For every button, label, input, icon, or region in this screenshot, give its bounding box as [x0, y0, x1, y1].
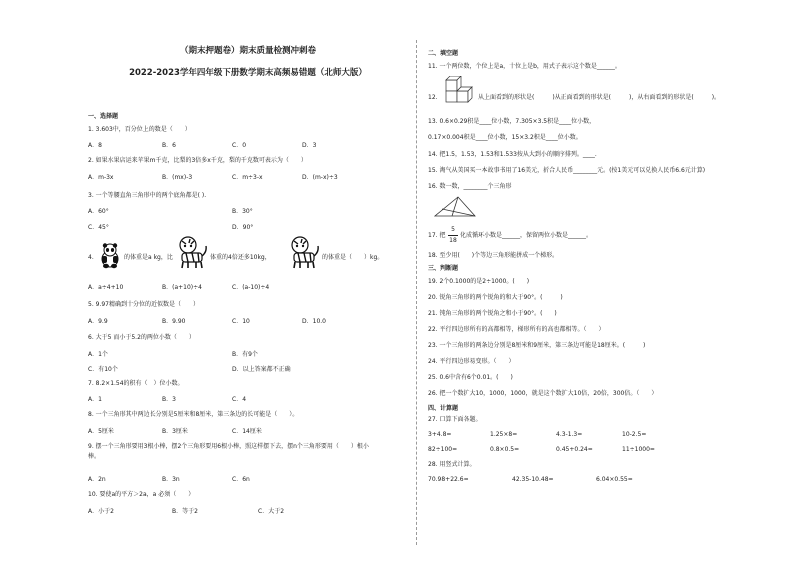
q9-option-a: A．2n [88, 476, 106, 483]
question-13: 13. 0.6×0.29积是____位小数，7.305×3.5积是____位小数， [428, 118, 596, 125]
question-26: 26. 把一个数扩大10，1000，1000，就是这个数扩大10倍，20倍，300倍。（ ） [428, 390, 658, 397]
tiger-icon [176, 236, 208, 270]
calc-item: 70.98+22.6= [428, 476, 469, 483]
q1-option-d: D．3 [302, 142, 317, 149]
q3-option-c: C．45° [88, 224, 109, 231]
question-4-text-2: 体重的4倍还多10kg， [210, 254, 271, 261]
q10-option-b: B．等于2 [172, 508, 198, 515]
fraction-bar [448, 235, 458, 236]
fraction-denominator: 18 [449, 237, 457, 244]
calc-item: 4.3-1.3= [556, 431, 583, 438]
fraction-numerator: 5 [451, 226, 455, 233]
q2-option-d: D．(m-x)÷3 [302, 174, 338, 181]
question-19: 19. 2个0.1000的是2÷1000。( ) [428, 278, 530, 285]
calc-item: 42.35-10.48= [512, 476, 554, 483]
q8-option-b: B．3厘米 [162, 428, 188, 435]
q4-option-b: B．(a+10)÷4 [162, 284, 202, 291]
question-4-text-1: 的体重是a kg，比 [124, 254, 173, 261]
question-7: 7. 8.2×1.54的积有（ ）位小数。 [88, 380, 184, 387]
q2-option-b: B．(mx)-3 [162, 174, 193, 181]
question-8: 8. 一个三角形其中两边长分别是5厘米和8厘米，第三条边的长可能是（ ）。 [88, 411, 299, 418]
question-4-number: 4. [88, 254, 94, 261]
question-5: 5. 9.97精确到十分位的近似数是（ ） [88, 301, 199, 308]
q4-option-a: A．a÷4+10 [88, 284, 124, 291]
q3-option-b: B．30° [232, 208, 253, 215]
q1-option-c: C．0 [232, 142, 247, 149]
question-3: 3. 一个等腰直角三角形中的两个底角都是( ). [88, 192, 207, 199]
question-12-number: 12. [428, 94, 438, 101]
question-16: 16. 数一数，________个三角形 [428, 183, 512, 190]
question-2: 2. 如果水果店运来苹果m千克，比梨的3倍多x千克，梨的千克数可表示为（ ） [88, 157, 307, 164]
panda-icon [98, 243, 122, 269]
question-21: 21. 钝角三角形的两个锐角之和小于90°。( ) [428, 310, 557, 317]
calc-item: 10-2.5= [622, 431, 647, 438]
cube-stack-icon [442, 76, 478, 110]
question-11: 11. 一个两位数，个位上是a，十位上是b，用式子表示这个数是______。 [428, 63, 621, 70]
exam-subtitle: 2022-2023学年四年级下册数学期末高频易错题（北师大版） [129, 68, 367, 78]
q6-option-d: D．以上答案都不正确 [232, 366, 291, 373]
calc-item: 11÷1000= [622, 446, 655, 453]
q5-option-a: A．9.9 [88, 318, 108, 325]
q6-option-c: C．有10个 [88, 366, 118, 373]
calc-item: 82÷100= [428, 446, 458, 453]
q2-option-a: A．m-3x [88, 174, 114, 181]
question-20: 20. 锐角三角形的两个锐角的和大于90°。( ) [428, 294, 563, 301]
question-17-text: 化成循环小数是______，保留两位小数是______。 [460, 232, 593, 239]
q9-option-b: B．3n [162, 476, 180, 483]
question-10: 10. 要使a的平方＞2a，a 必须（ ） [88, 491, 195, 498]
question-1: 1. 3.603中，百分位上的数是（ ） [88, 126, 191, 133]
question-22: 22. 平行四边形所有的高都相等，梯形所有的高也都相等。（ ） [428, 326, 605, 333]
triangle-figure [434, 196, 476, 218]
q3-option-d: D．90° [232, 224, 254, 231]
q8-option-c: C．14厘米 [232, 428, 262, 435]
exam-title: （期末押题卷）期末质量检测冲刺卷 [179, 46, 316, 56]
question-9-cont: 棒。 [88, 453, 101, 460]
q6-option-b: B．有9个 [232, 351, 258, 358]
question-12-text: 从上面看到的形状是( )从正面看到的形状是( )，从右面看到的形状是( )。 [478, 94, 721, 101]
question-27: 27. 口算下面各题。 [428, 416, 482, 423]
question-17-prefix: 17. 把 [428, 232, 446, 239]
q10-option-c: C．大于2 [258, 508, 285, 515]
question-4-text-3: 的体重是（ ）kg。 [322, 254, 384, 261]
calc-item: 0.8×0.5= [490, 446, 520, 453]
question-28: 28. 用竖式计算。 [428, 461, 476, 468]
q2-option-c: C．m÷3-x [232, 174, 263, 181]
calc-item: 3+4.8= [428, 431, 452, 438]
tiger-icon-2 [288, 236, 320, 270]
q6-option-a: A．1个 [88, 351, 108, 358]
q5-option-b: B．9.90 [162, 318, 186, 325]
question-18: 18. 至少用( )个等边三角形能拼成一个梯形。 [428, 252, 559, 259]
section-choice: 一、选择题 [88, 113, 119, 120]
q8-option-a: A．5厘米 [88, 428, 114, 435]
calc-item: 0.45+0.24= [556, 446, 593, 453]
section-calc: 四、计算题 [428, 405, 459, 412]
q5-option-c: C．10 [232, 318, 250, 325]
question-23: 23. 一个三角形的两条边分别是8厘米和9厘米，第三条边可能是18厘米。( ) [428, 342, 646, 349]
column-divider [416, 40, 417, 545]
section-fill: 二、填空题 [428, 50, 459, 57]
calc-item: 1.25×8= [490, 431, 518, 438]
q4-option-c: C．(a-10)÷4 [232, 284, 270, 291]
q3-option-a: A．60° [88, 208, 109, 215]
question-24: 24. 平行四边形易变形。（ ） [428, 358, 515, 365]
q7-option-c: C．4 [232, 396, 247, 403]
q1-option-b: B．6 [162, 142, 176, 149]
question-13-cont: 0.17×0.004积是____位小数，15×3.2积是____位小数。 [428, 134, 582, 141]
q1-option-a: A．8 [88, 142, 102, 149]
question-15: 15. 淘气从美国买一本故事书用了16美元，折合人民币________元。(按1美元可以兑换人民币6.6元计算) [428, 167, 706, 174]
section-judge: 三、判断题 [428, 265, 459, 272]
q10-option-a: A．小于2 [88, 508, 114, 515]
question-14: 14. 把1.5，1.53，1.53和1.533按从大到小的顺序排列。____. [428, 151, 597, 158]
q7-option-a: A．1 [88, 396, 102, 403]
calc-item: 6.04×0.55= [596, 476, 633, 483]
question-25: 25. 0.6中含有6个0.01。( ) [428, 374, 513, 381]
question-6: 6. 大于5 而小于5.2的两位小数（ ） [88, 334, 195, 341]
question-9: 9. 摆一个三角形要用3根小棒，摆2个三角形要用6根小棒，照这样摆下去，摆n个三角形要用（ ）根小 [88, 443, 369, 450]
q5-option-d: D．10.0 [302, 318, 326, 325]
q9-option-c: C．6n [232, 476, 250, 483]
q7-option-b: B．3 [162, 396, 176, 403]
